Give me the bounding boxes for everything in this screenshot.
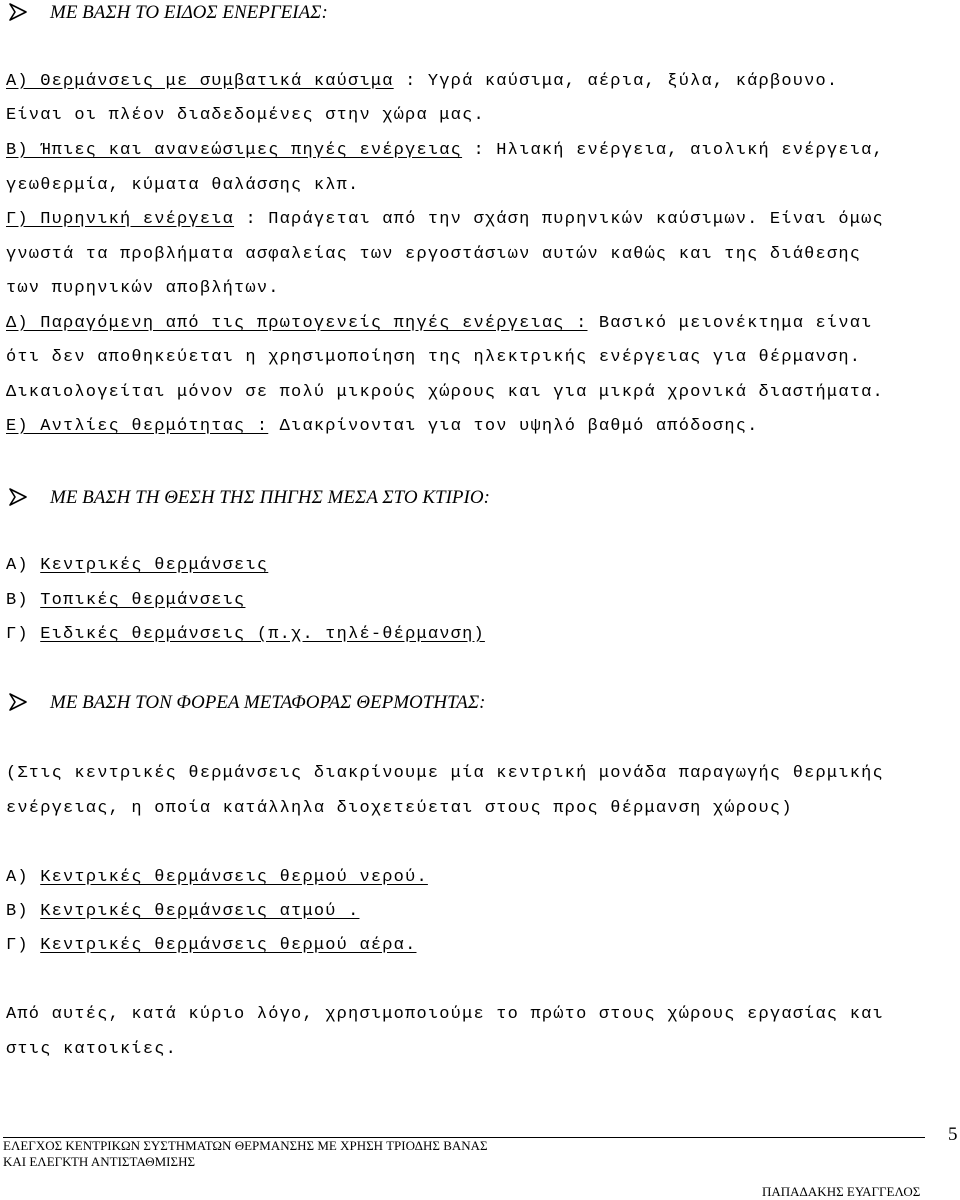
item-label: Γ) Πυρηνική ενέργεια <box>6 210 235 229</box>
footer-author: ΠΑΠΑΔΑΚΗΣ ΕΥΑΓΓΕΛΟΣ <box>762 1184 921 1199</box>
item-c-continuation-1: γνωστά τα προβλήματα ασφαλείας των εργοστάσιων αυτών καθώς και της διάθεσης <box>6 245 862 264</box>
closing-line-1: Από αυτές, κατά κύριο λόγο, χρησιμοποιούμε το πρώτο στους χώρους εργασίας και <box>6 1005 884 1024</box>
item-label: Δ) Παραγόμενη από τις πρωτογενείς πηγές ενέργειας : <box>6 314 588 333</box>
item-prefix: Α) <box>6 556 41 575</box>
heading-text: ΜΕ ΒΑΣΗ ΤΟΝ ΦΟΡΕΑ ΜΕΤΑΦΟΡΑΣ ΘΕΡΜΟΤΗΤΑΣ: <box>50 692 486 713</box>
footer-title-line-1: ΕΛΕΓΧΟΣ ΚΕΝΤΡΙΚΩΝ ΣΥΣΤΗΜΑΤΩΝ ΘΕΡΜΑΝΣΗΣ ΜΕ ΧΡΗΣΗ ΤΡΙΟΔΗΣ ΒΑΝΑΣ <box>3 1138 488 1153</box>
item-text: : Ηλιακή ενέργεια, αιολική ενέργεια, <box>462 141 884 160</box>
footer-title-line-2: ΚΑΙ ΕΛΕΓΚΤΗ ΑΝΤΙΣΤΑΘΜΙΣΗΣ <box>3 1154 196 1169</box>
item-label: Β) Ήπιες και ανανεώσιμες πηγές ενέργειας <box>6 141 463 160</box>
item-text: : Παράγεται από την σχάση πυρηνικών καύσιμων. Είναι όμως <box>234 210 884 229</box>
item-label: Κεντρικές θερμάνσεις ατμού . <box>40 902 360 921</box>
item-d-continuation-1: ότι δεν αποθηκεύεται η χρησιμοποίηση της ηλεκτρικής ενέργειας για θέρμανση. <box>6 348 862 367</box>
heading-text: ΜΕ ΒΑΣΗ ΤΗ ΘΕΣΗ ΤΗΣ ΠΗΓΗΣ ΜΕΣΑ ΣΤΟ ΚΤΙΡΙΟ: <box>50 487 490 508</box>
item-c-nuclear-energy <box>6 210 884 230</box>
item-label: Κεντρικές θερμάνσεις θερμού αέρα. <box>40 936 417 955</box>
position-item-a <box>6 556 268 576</box>
item-prefix: Β) <box>6 902 41 921</box>
carrier-note-line-1: (Στις κεντρικές θερμάνσεις διακρίνουμε μία κεντρική μονάδα παραγωγής θερμικής <box>6 764 884 783</box>
item-text: Διακρίνονται για τον υψηλό βαθμό απόδοσης. <box>268 417 759 436</box>
item-text: Βασικό μειονέκτημα είναι <box>587 314 873 333</box>
item-b-renewable-sources <box>6 141 884 161</box>
carrier-item-a <box>6 868 428 888</box>
item-a-continuation: Είναι οι πλέον διαδεδομένες στην χώρα μας. <box>6 106 485 125</box>
heading-text: ΜΕ ΒΑΣΗ ΤΟ ΕΙΔΟΣ ΕΝΕΡΓΕΙΑΣ: <box>50 2 328 23</box>
item-prefix: Β) <box>6 591 41 610</box>
item-e-heat-pumps <box>6 417 759 437</box>
section-heading-energy-type <box>8 2 328 24</box>
item-d-continuation-2: Δικαιολογείται μόνον σε πολύ μικρούς χώρους και για μικρά χρονικά διαστήματα. <box>6 383 884 402</box>
carrier-item-b <box>6 902 359 922</box>
item-d-primary-sources <box>6 314 873 334</box>
item-label: Κεντρικές θερμάνσεις θερμού νερού. <box>40 868 428 887</box>
closing-line-2: στις κατοικίες. <box>6 1040 178 1059</box>
position-item-b <box>6 591 245 611</box>
arrowhead-bullet-icon <box>8 693 28 711</box>
page-number: 5 <box>948 1124 958 1145</box>
carrier-item-c <box>6 936 416 956</box>
item-label: Ειδικές θερμάνσεις (π.χ. τηλέ-θέρμανση) <box>40 625 485 644</box>
arrowhead-bullet-icon <box>8 3 28 21</box>
carrier-note-line-2: ενέργειας, η οποία κατάλληλα διοχετεύεται στους προς θέρμανση χώρους) <box>6 799 793 818</box>
item-prefix: Α) <box>6 868 41 887</box>
item-c-continuation-2: των πυρηνικών αποβλήτων. <box>6 279 280 298</box>
item-prefix: Γ) <box>6 625 41 644</box>
item-label: Ε) Αντλίες θερμότητας : <box>6 417 269 436</box>
section-heading-heat-carrier <box>8 692 485 714</box>
item-label: Α) Θερμάνσεις με συμβατικά καύσιμα <box>6 72 394 91</box>
section-heading-source-position <box>8 487 490 509</box>
item-prefix: Γ) <box>6 936 41 955</box>
item-a-conventional-fuels <box>6 72 838 92</box>
arrowhead-bullet-icon <box>8 488 28 506</box>
item-b-continuation: γεωθερμία, κύματα θαλάσσης κλπ. <box>6 176 360 195</box>
item-text: : Υγρά καύσιμα, αέρια, ξύλα, κάρβουνο. <box>393 72 839 91</box>
item-label: Κεντρικές θερμάνσεις <box>40 556 269 575</box>
item-label: Τοπικές θερμάνσεις <box>40 591 246 610</box>
position-item-c <box>6 625 485 645</box>
